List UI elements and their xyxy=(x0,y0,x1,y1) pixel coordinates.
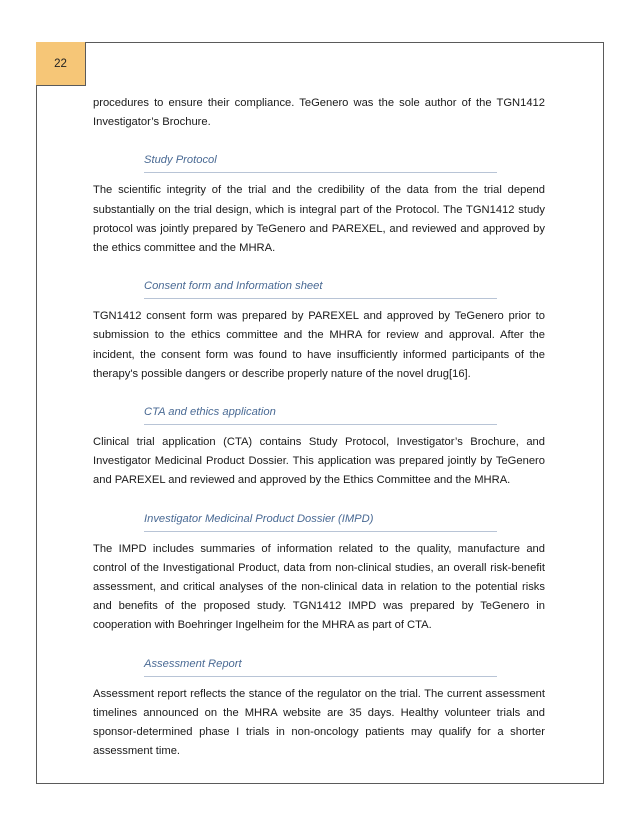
section-divider xyxy=(144,424,497,425)
page-number-label: 22 xyxy=(54,57,67,70)
section-divider xyxy=(144,298,497,299)
intro-paragraph: procedures to ensure their compliance. TeGenero was the sole author of the TGN1412 Investigator’s Brochure. xyxy=(93,97,545,129)
section-divider xyxy=(144,676,497,677)
section-study-protocol xyxy=(93,142,545,258)
section-consent-form xyxy=(93,268,545,384)
document-body xyxy=(93,94,545,761)
section-paragraph: The scientific integrity of the trial and the credibility of the data from the trial depend substantially on the trial design, which is integral part of the Protocol. The TGN1412 study protocol was jointly prepared by TeGenero and PAREXEL, and reviewed and approved by the ethics committee and the MHRA. xyxy=(93,184,545,255)
section-impd xyxy=(93,501,545,636)
section-heading: Investigator Medicinal Product Dossier (IMPD) xyxy=(144,512,374,525)
section-heading: CTA and ethics application xyxy=(144,406,276,419)
section-paragraph: Clinical trial application (CTA) contains Study Protocol, Investigator’s Brochure, and Investigator Medicinal Product Dossier. This application was prepared jointly by TeGenero and PAREXEL and reviewed and approved by the Ethics Committee and the MHRA. xyxy=(93,436,545,487)
section-cta-ethics xyxy=(93,394,545,491)
section-heading: Consent form and Information sheet xyxy=(144,280,323,293)
section-paragraph: Assessment report reflects the stance of the regulator on the trial. The current assessment timelines announced on the MHRA website are 35 days. Healthy volunteer trials and sponsor-determined phase I trials in non-oncology patients may qualify for a shorter assessment time. xyxy=(93,687,545,758)
section-heading: Assessment Report xyxy=(144,657,242,670)
section-heading: Study Protocol xyxy=(144,154,217,167)
section-paragraph: TGN1412 consent form was prepared by PAREXEL and approved by TeGenero prior to submission to the ethics committee and the MHRA for review and approval. After the incident, the consent form was found to have insufficiently informed participants of the therapy's possible dangers or describe properly nature of the novel drug[16]. xyxy=(93,310,545,380)
section-divider xyxy=(144,531,497,532)
section-paragraph: The IMPD includes summaries of information related to the quality, manufacture and control of the Investigational Product, data from non-clinical studies, an overall risk-benefit assessment, and critical analyses of the non-clinical data in relation to the potential risks and benefits of the proposed study. TGN1412 IMPD was prepared by TeGenero in cooperation with Boehringer Ingelheim for the MHRA as part of CTA. xyxy=(93,542,545,632)
section-assessment-report xyxy=(93,646,545,762)
section-divider xyxy=(144,172,497,173)
page-number xyxy=(36,42,86,86)
